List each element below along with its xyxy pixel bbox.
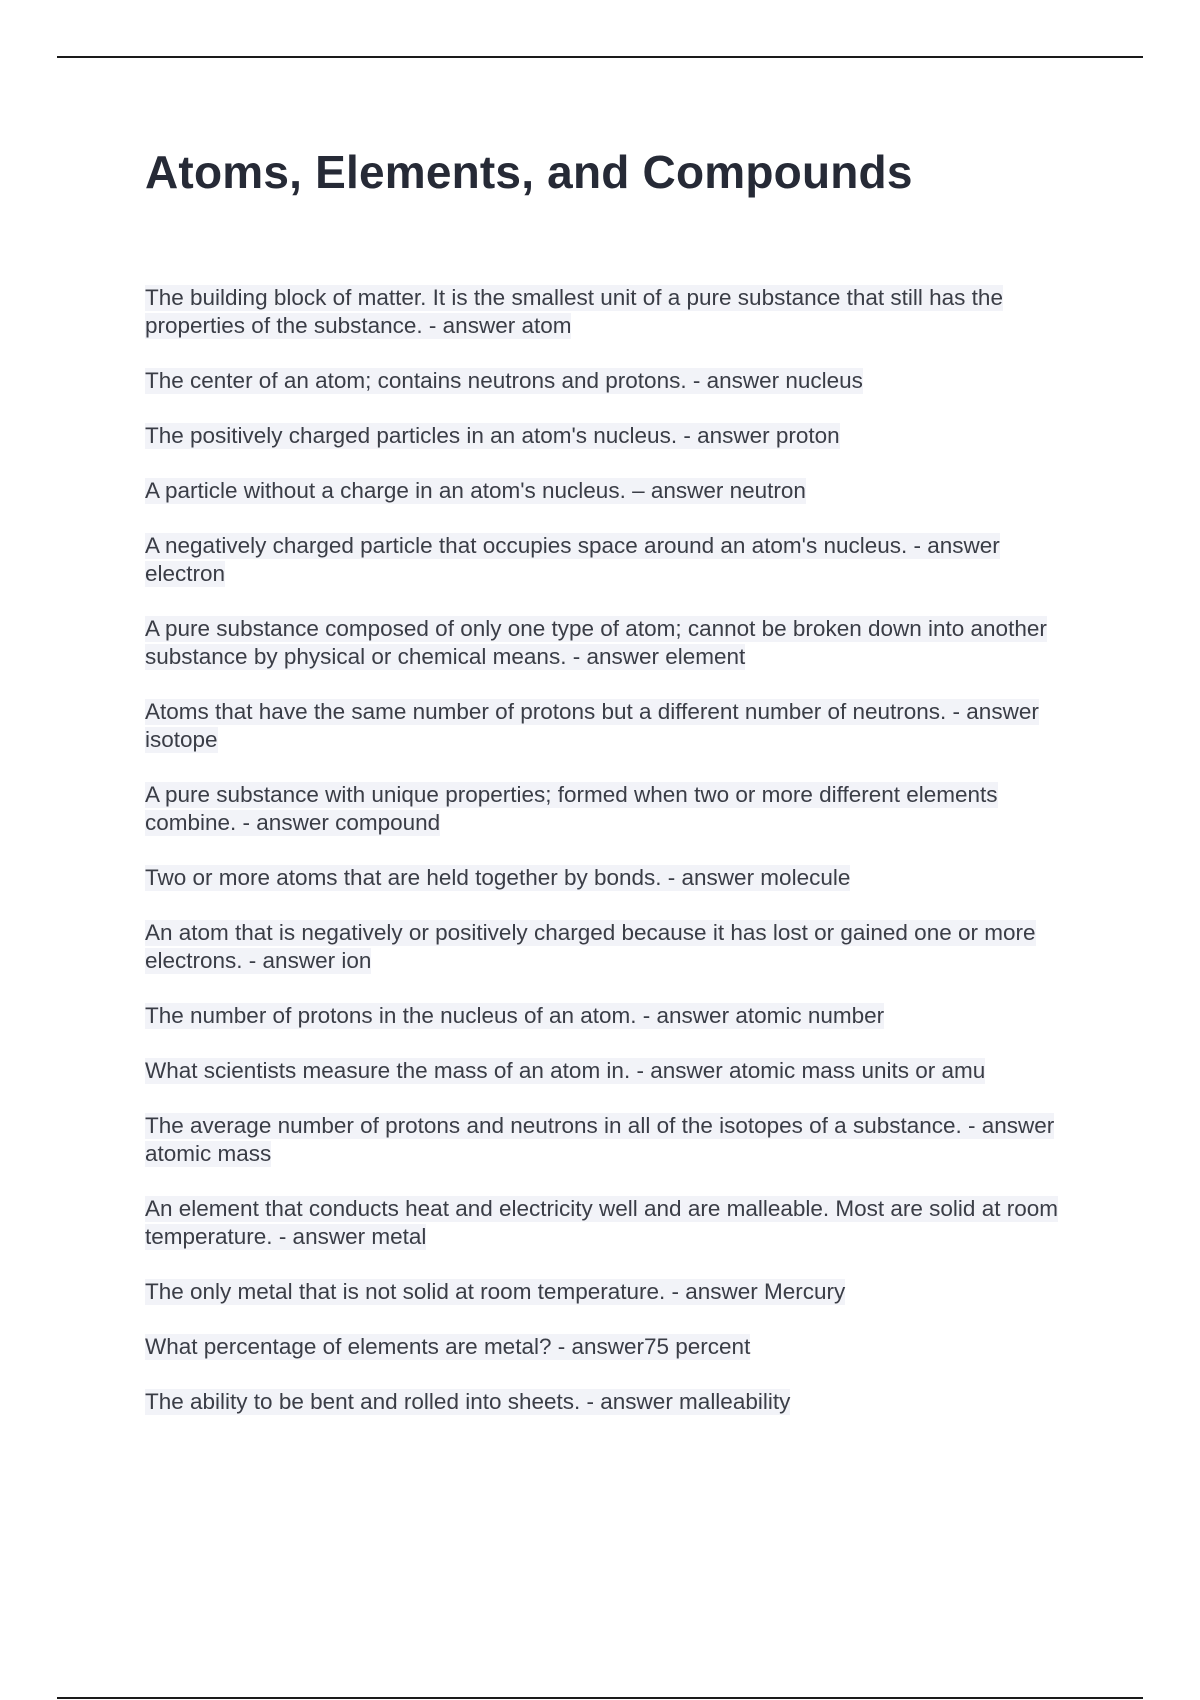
qa-text: The only metal that is not solid at room temperature. - answer Mercury <box>145 1279 846 1304</box>
qa-text: A pure substance with unique properties; formed when two or more different elements combine. - answer compound <box>145 782 998 835</box>
qa-item <box>145 422 1085 450</box>
qa-text: A negatively charged particle that occupies space around an atom's nucleus. - answer electron <box>145 533 1000 586</box>
qa-item <box>145 1388 1085 1416</box>
qa-item <box>145 1195 1085 1251</box>
qa-text: The building block of matter. It is the smallest unit of a pure substance that still has the properties of the substance. - answer atom <box>145 285 1003 338</box>
qa-item <box>145 615 1085 671</box>
qa-list <box>145 284 1085 1416</box>
qa-text: Two or more atoms that are held together by bonds. - answer molecule <box>145 865 851 890</box>
qa-item <box>145 1112 1085 1168</box>
top-rule <box>57 56 1143 58</box>
qa-item <box>145 1278 1085 1306</box>
qa-item <box>145 781 1085 837</box>
qa-item <box>145 919 1085 975</box>
qa-text: The average number of protons and neutrons in all of the isotopes of a substance. - answer atomic mass <box>145 1113 1055 1166</box>
qa-text: A pure substance composed of only one type of atom; cannot be broken down into another substance by physical or chemical means. - answer element <box>145 616 1047 669</box>
qa-text: The number of protons in the nucleus of an atom. - answer atomic number <box>145 1003 885 1028</box>
qa-text: The positively charged particles in an atom's nucleus. - answer proton <box>145 423 840 448</box>
qa-item <box>145 284 1085 340</box>
bottom-rule <box>57 1697 1143 1699</box>
qa-item <box>145 1333 1085 1361</box>
qa-item <box>145 532 1085 588</box>
document-body <box>145 142 1085 1416</box>
qa-item <box>145 1057 1085 1085</box>
qa-item <box>145 477 1085 505</box>
qa-text: The ability to be bent and rolled into sheets. - answer malleability <box>145 1389 791 1414</box>
qa-text: What scientists measure the mass of an atom in. - answer atomic mass units or amu <box>145 1058 986 1083</box>
qa-text: What percentage of elements are metal? - answer75 percent <box>145 1334 751 1359</box>
qa-text: Atoms that have the same number of protons but a different number of neutrons. - answer isotope <box>145 699 1039 752</box>
qa-text: A particle without a charge in an atom's nucleus. – answer neutron <box>145 478 806 503</box>
qa-item <box>145 1002 1085 1030</box>
qa-text: An atom that is negatively or positively charged because it has lost or gained one or more electrons. - answer ion <box>145 920 1036 973</box>
qa-text: The center of an atom; contains neutrons and protons. - answer nucleus <box>145 368 863 393</box>
qa-text: An element that conducts heat and electricity well and are malleable. Most are solid at room temperature. - answer metal <box>145 1196 1058 1249</box>
qa-item <box>145 864 1085 892</box>
document-title: Atoms, Elements, and Compounds <box>145 146 913 198</box>
qa-item <box>145 367 1085 395</box>
qa-item <box>145 698 1085 754</box>
